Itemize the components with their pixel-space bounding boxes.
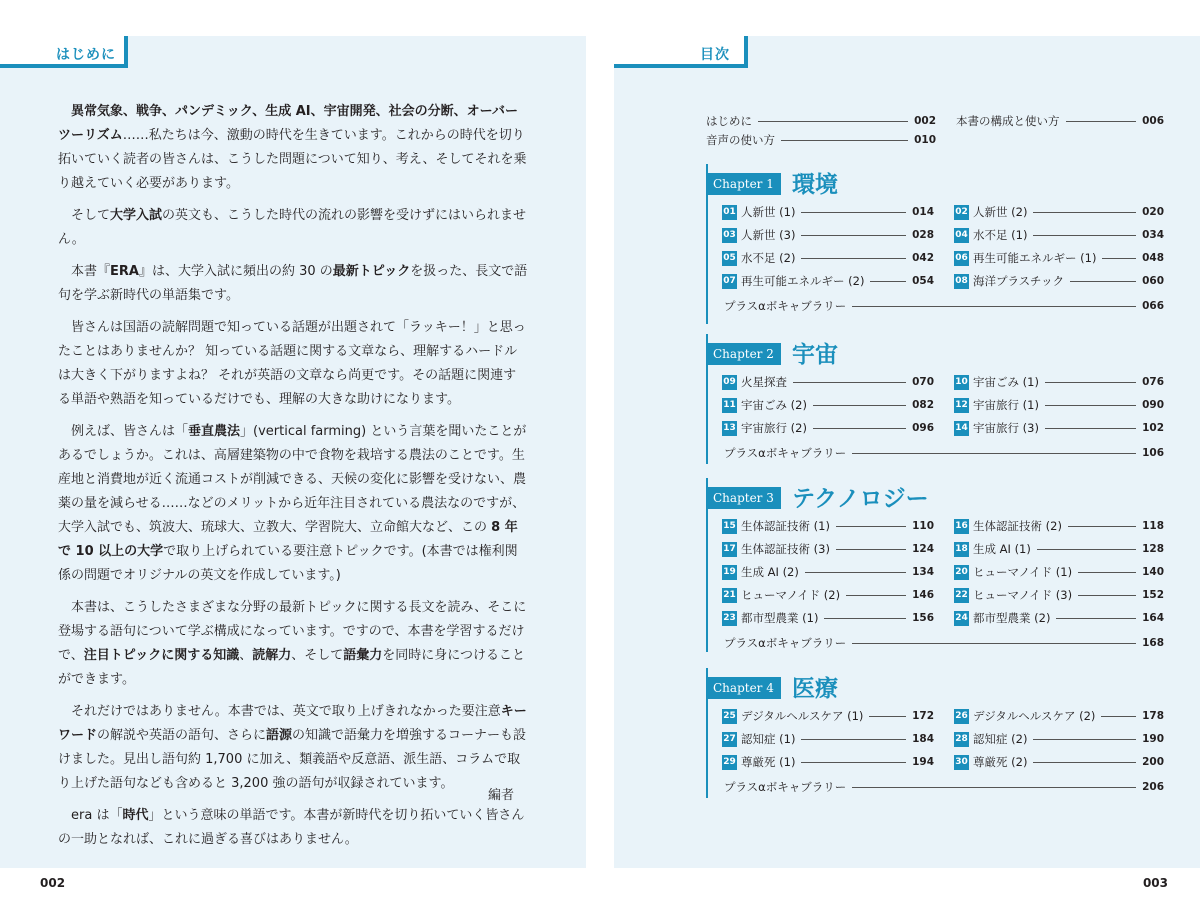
toc-item[interactable] <box>722 707 934 725</box>
leader-line <box>801 739 906 740</box>
body-text: そして <box>71 208 111 223</box>
intro-tab-title: はじめに <box>56 47 116 63</box>
toc-item-label: 宇宙旅行 (2) <box>741 421 807 435</box>
toc-item-page: 140 <box>1142 566 1164 578</box>
page-number-left: 002 <box>40 876 66 890</box>
toc-front-page: 010 <box>914 134 936 146</box>
body-text: の解説や英語の語句、さらに <box>97 728 267 743</box>
leader-line <box>846 595 906 596</box>
leader-line <box>758 121 908 122</box>
toc-item-label: デジタルヘルスケア (1) <box>741 709 864 723</box>
toc-item-label: 海洋プラスチック <box>973 274 1065 288</box>
toc-item-label: 生体認証技術 (2) <box>973 519 1062 533</box>
lesson-number-badge: 03 <box>722 228 737 243</box>
toc-item-page: 124 <box>912 543 934 555</box>
lesson-number-badge: 11 <box>722 398 737 413</box>
toc-tab <box>614 36 748 68</box>
body-text: 本書『 <box>71 264 111 279</box>
intro-paragraph <box>58 204 528 252</box>
body-text: の英文も、こうした時代の流れの影響を受けずにはいられません。 <box>58 208 527 247</box>
lesson-number-badge: 19 <box>722 565 737 580</box>
toc-item-label: 水不足 (2) <box>741 251 796 265</box>
body-text: 例えば、皆さんは「 <box>71 424 189 439</box>
toc-item[interactable] <box>954 419 1164 437</box>
toc-item[interactable] <box>722 373 934 391</box>
toc-item[interactable] <box>722 753 934 771</box>
toc-item[interactable] <box>722 226 934 244</box>
intro-paragraph <box>58 260 528 308</box>
body-text: 、 <box>239 648 253 663</box>
toc-item-page: 134 <box>912 566 934 578</box>
toc-item-page: 090 <box>1142 399 1164 411</box>
toc-item[interactable] <box>722 419 934 437</box>
lesson-number-badge: 29 <box>722 755 737 770</box>
toc-front-label: はじめに <box>706 114 752 128</box>
toc-item-page: 200 <box>1142 756 1164 768</box>
chapter-title[interactable]: 医療 <box>792 675 838 702</box>
lesson-number-badge: 20 <box>954 565 969 580</box>
body-text: で取り上げられている要注意トピックです。(本書では権利関係の問題でオリジナルの英文を作成しています。) <box>58 544 518 583</box>
toc-item-label: プラスαボキャブラリー <box>724 780 847 794</box>
toc-plus-vocab[interactable] <box>724 297 1164 315</box>
leader-line <box>1101 716 1136 717</box>
emphasis-text: 垂直農法 <box>188 424 241 439</box>
toc-item-page: 048 <box>1142 252 1164 264</box>
leader-line <box>813 405 906 406</box>
toc-item-label: 生成 AI (2) <box>741 565 799 579</box>
toc-item[interactable] <box>954 586 1164 604</box>
leader-line <box>801 258 906 259</box>
toc-item-label: プラスαボキャブラリー <box>724 446 847 460</box>
toc-item-label: デジタルヘルスケア (2) <box>973 709 1096 723</box>
toc-item-label: 宇宙旅行 (1) <box>973 398 1039 412</box>
toc-item[interactable] <box>722 540 934 558</box>
leader-line <box>1033 739 1136 740</box>
toc-item-label: 再生可能エネルギー (2) <box>741 274 865 288</box>
toc-item[interactable] <box>954 707 1164 725</box>
leader-line <box>1056 618 1136 619</box>
toc-item-page: 184 <box>912 733 934 745</box>
toc-item[interactable] <box>954 373 1164 391</box>
toc-front-item[interactable] <box>706 131 936 149</box>
toc-item-label: 宇宙旅行 (3) <box>973 421 1039 435</box>
toc-item-page: 076 <box>1142 376 1164 388</box>
toc-item[interactable] <box>722 586 934 604</box>
toc-item-page: 194 <box>912 756 934 768</box>
toc-item-label: ヒューマノイド (2) <box>741 588 841 602</box>
intro-paragraph <box>58 804 528 852</box>
lesson-number-badge: 04 <box>954 228 969 243</box>
toc-item[interactable] <box>954 517 1164 535</box>
lesson-number-badge: 13 <box>722 421 737 436</box>
toc-item-page: 028 <box>912 229 934 241</box>
emphasis-text: 時代 <box>122 808 149 823</box>
leader-line <box>793 382 906 383</box>
toc-item-label: 水不足 (1) <box>973 228 1028 242</box>
emphasis-text: 異常気象、戦争、パンデミック、生成 AI、宇宙開発、社会の分断、オーバーツーリズム <box>58 104 518 143</box>
toc-item-page: 178 <box>1142 710 1164 722</box>
emphasis-text: 注目トピックに関する知識 <box>83 648 240 663</box>
toc-item-page: 146 <box>912 589 934 601</box>
toc-item-page: 206 <box>1142 781 1164 793</box>
leader-line <box>836 526 906 527</box>
emphasis-text: 語彙力 <box>343 648 383 663</box>
lesson-number-badge: 27 <box>722 732 737 747</box>
lesson-number-badge: 10 <box>954 375 969 390</box>
toc-front-page: 002 <box>914 115 936 127</box>
body-text: 」という意味の単語です。本書が新時代を切り拓いていく皆さんの一助となれば、これに過ぎる喜びはありません。 <box>58 808 525 847</box>
toc-item-page: 014 <box>912 206 934 218</box>
chapter-badge: Chapter 3 <box>706 487 781 509</box>
signature: 編者 <box>488 788 515 803</box>
body-text: を同時に身につけることができます。 <box>58 648 526 687</box>
leader-line <box>1078 572 1136 573</box>
toc-item[interactable] <box>722 272 934 290</box>
toc-item-page: 020 <box>1142 206 1164 218</box>
emphasis-text: 8 年で 10 以上の大学 <box>58 520 518 559</box>
toc-item-label: 宇宙ごみ (2) <box>741 398 807 412</box>
intro-paragraph <box>58 100 528 196</box>
toc-item[interactable] <box>722 203 934 221</box>
leader-line <box>801 212 906 213</box>
lesson-number-badge: 01 <box>722 205 737 220</box>
leader-line <box>852 306 1136 307</box>
toc-item-page: 190 <box>1142 733 1164 745</box>
toc-item-page: 034 <box>1142 229 1164 241</box>
toc-item-page: 060 <box>1142 275 1164 287</box>
toc-item-label: 生体認証技術 (3) <box>741 542 830 556</box>
toc-item[interactable] <box>954 203 1164 221</box>
toc-plus-vocab[interactable] <box>724 444 1164 462</box>
emphasis-text: 最新トピック <box>332 264 411 279</box>
lesson-number-badge: 25 <box>722 709 737 724</box>
toc-item-label: プラスαボキャブラリー <box>724 299 847 313</box>
toc-item[interactable] <box>954 249 1164 267</box>
leader-line <box>1068 526 1136 527</box>
lesson-number-badge: 22 <box>954 588 969 603</box>
toc-item-label: ヒューマノイド (3) <box>973 588 1073 602</box>
leader-line <box>1066 121 1137 122</box>
lesson-number-badge: 23 <box>722 611 737 626</box>
toc-item-label: 都市型農業 (2) <box>973 611 1051 625</box>
intro-paragraph <box>58 316 528 412</box>
intro-paragraph <box>58 596 528 692</box>
body-text: 」(vertical farming) という言葉を聞いたことがあるでしょうか。これは、高層建築物の中で食物を栽培する農法のことです。生産地と消費地が近く流通コストが削減できる、天候の変化に影響を受けない、農薬の量を減らせる……などのメリットから近年注目されている農法なのですが、大学入試でも、筑波大、琉球大、立教大、学習院大、立命館大など、この <box>58 424 527 535</box>
body-text: を扱った、長文で語句を学ぶ新時代の単語集です。 <box>58 264 528 303</box>
leader-line <box>1045 405 1136 406</box>
leader-line <box>805 572 906 573</box>
toc-item-label: 生成 AI (1) <box>973 542 1031 556</box>
toc-plus-vocab[interactable] <box>724 778 1164 796</box>
leader-line <box>836 549 906 550</box>
leader-line <box>1033 212 1136 213</box>
toc-item-page: 156 <box>912 612 934 624</box>
lesson-number-badge: 15 <box>722 519 737 534</box>
toc-item-label: 尊厳死 (2) <box>973 755 1028 769</box>
toc-item[interactable] <box>722 730 934 748</box>
body-text: 』は、大学入試に頻出の約 30 の <box>138 264 333 279</box>
lesson-number-badge: 26 <box>954 709 969 724</box>
toc-item-page: 168 <box>1142 637 1164 649</box>
intro-paragraph <box>58 420 528 588</box>
lesson-number-badge: 21 <box>722 588 737 603</box>
leader-line <box>852 453 1136 454</box>
toc-item-label: 宇宙ごみ (1) <box>973 375 1039 389</box>
leader-line <box>813 428 906 429</box>
lesson-number-badge: 30 <box>954 755 969 770</box>
toc-tab-title: 目次 <box>700 47 730 63</box>
leader-line <box>1033 235 1136 236</box>
body-text: 皆さんは国語の読解問題で知っている話題が出題されて「ラッキー！」と思ったことはありませんか？ 知っている話題に関する文章なら、理解するハードルは大きく下がりますよね？ それが英語の文章なら尚更です。その話題に関連する単語や熟語を知っているだけでも、理解の大きな助けになります。 <box>58 320 526 407</box>
toc-item[interactable] <box>722 249 934 267</box>
toc-item[interactable] <box>954 753 1164 771</box>
toc-item-label: 再生可能エネルギー (1) <box>973 251 1097 265</box>
toc-front-item[interactable] <box>956 112 1164 130</box>
chapter-badge: Chapter 2 <box>706 343 781 365</box>
toc-item-label: 人新世 (3) <box>741 228 796 242</box>
toc-item-label: 認知症 (2) <box>973 732 1028 746</box>
toc-front-item[interactable] <box>706 112 936 130</box>
page-number-right: 003 <box>1142 876 1168 890</box>
lesson-number-badge: 14 <box>954 421 969 436</box>
emphasis-text: 読解力 <box>252 648 292 663</box>
toc-item[interactable] <box>954 609 1164 627</box>
leader-line <box>870 281 906 282</box>
leader-line <box>869 716 906 717</box>
leader-line <box>1045 428 1136 429</box>
lesson-number-badge: 24 <box>954 611 969 626</box>
lesson-number-badge: 16 <box>954 519 969 534</box>
toc-item-label: プラスαボキャブラリー <box>724 636 847 650</box>
toc-item-page: 128 <box>1142 543 1164 555</box>
toc-item-page: 042 <box>912 252 934 264</box>
toc-item-page: 096 <box>912 422 934 434</box>
toc-item-label: 人新世 (1) <box>741 205 796 219</box>
lesson-number-badge: 07 <box>722 274 737 289</box>
lesson-number-badge: 06 <box>954 251 969 266</box>
body-text: それだけではありません。本書では、英文で取り上げきれなかった要注意 <box>71 704 501 719</box>
leader-line <box>1045 382 1136 383</box>
leader-line <box>801 235 906 236</box>
toc-item[interactable] <box>954 396 1164 414</box>
lesson-number-badge: 17 <box>722 542 737 557</box>
toc-plus-vocab[interactable] <box>724 634 1164 652</box>
lesson-number-badge: 28 <box>954 732 969 747</box>
toc-item-page: 106 <box>1142 447 1164 459</box>
toc-item-page: 070 <box>912 376 934 388</box>
emphasis-text: キーワード <box>58 704 527 743</box>
toc-item[interactable] <box>722 517 934 535</box>
toc-item-page: 082 <box>912 399 934 411</box>
lesson-number-badge: 09 <box>722 375 737 390</box>
toc-item-page: 164 <box>1142 612 1164 624</box>
body-text: ……私たちは今、激動の時代を生きています。これからの時代を切り拓いていく読者の皆さんは、こうした問題について知り、考え、そしてそれを乗り越えていく必要があります。 <box>58 128 527 191</box>
toc-item-page: 172 <box>912 710 934 722</box>
toc-front-page: 006 <box>1142 115 1164 127</box>
leader-line <box>1033 762 1136 763</box>
toc-item-label: 人新世 (2) <box>973 205 1028 219</box>
intro-paragraph <box>58 700 528 796</box>
toc-item-label: 生体認証技術 (1) <box>741 519 830 533</box>
body-text: era は「 <box>71 808 123 823</box>
intro-body <box>58 100 528 860</box>
toc-item-label: 火星探査 <box>741 375 787 389</box>
toc-front-label: 音声の使い方 <box>706 133 775 147</box>
chapter-badge: Chapter 4 <box>706 677 781 699</box>
toc-item-label: 尊厳死 (1) <box>741 755 796 769</box>
chapter-title[interactable]: テクノロジー <box>792 485 929 512</box>
chapter-badge: Chapter 1 <box>706 173 781 195</box>
toc-item[interactable] <box>954 272 1164 290</box>
leader-line <box>781 140 908 141</box>
leader-line <box>801 762 906 763</box>
toc-item-page: 066 <box>1142 300 1164 312</box>
leader-line <box>1037 549 1136 550</box>
toc-item-page: 054 <box>912 275 934 287</box>
toc-item[interactable] <box>954 563 1164 581</box>
toc-item[interactable] <box>954 226 1164 244</box>
emphasis-text: 大学入試 <box>110 208 163 223</box>
emphasis-text: 語源 <box>266 728 293 743</box>
chapter-title[interactable]: 宇宙 <box>792 341 838 368</box>
lesson-number-badge: 18 <box>954 542 969 557</box>
leader-line <box>852 787 1136 788</box>
toc-item[interactable] <box>722 609 934 627</box>
toc-item-page: 152 <box>1142 589 1164 601</box>
lesson-number-badge: 05 <box>722 251 737 266</box>
toc-item-label: 都市型農業 (1) <box>741 611 819 625</box>
body-text: 本書は、こうしたさまざまな分野の最新トピックに関する長文を読み、そこに登場する語句について学ぶ構成になっています。ですので、本書を学習するだけで、 <box>58 600 527 663</box>
toc-item[interactable] <box>722 396 934 414</box>
toc-front-label: 本書の構成と使い方 <box>956 114 1060 128</box>
leader-line <box>1102 258 1136 259</box>
toc-item-page: 110 <box>912 520 934 532</box>
body-text: 、そして <box>291 648 344 663</box>
leader-line <box>852 643 1136 644</box>
toc-item-page: 118 <box>1142 520 1164 532</box>
toc-item[interactable] <box>954 540 1164 558</box>
toc-item-page: 102 <box>1142 422 1164 434</box>
intro-tab <box>0 36 128 68</box>
body-text: の知識で語彙力を増強するコーナーも設けました。見出し語句約 1,700 に加え、類義語や反意語、派生語、コラムで取り上げた語句なども含めると 3,200 強の語句が収録されています。 <box>58 728 527 791</box>
leader-line <box>1070 281 1136 282</box>
toc-item-label: 認知症 (1) <box>741 732 796 746</box>
toc-item-label: ヒューマノイド (1) <box>973 565 1073 579</box>
toc-item[interactable] <box>722 563 934 581</box>
emphasis-text: ERA <box>110 264 139 279</box>
leader-line <box>1078 595 1136 596</box>
leader-line <box>824 618 906 619</box>
toc-item[interactable] <box>954 730 1164 748</box>
lesson-number-badge: 02 <box>954 205 969 220</box>
chapter-title[interactable]: 環境 <box>792 171 838 198</box>
lesson-number-badge: 12 <box>954 398 969 413</box>
lesson-number-badge: 08 <box>954 274 969 289</box>
